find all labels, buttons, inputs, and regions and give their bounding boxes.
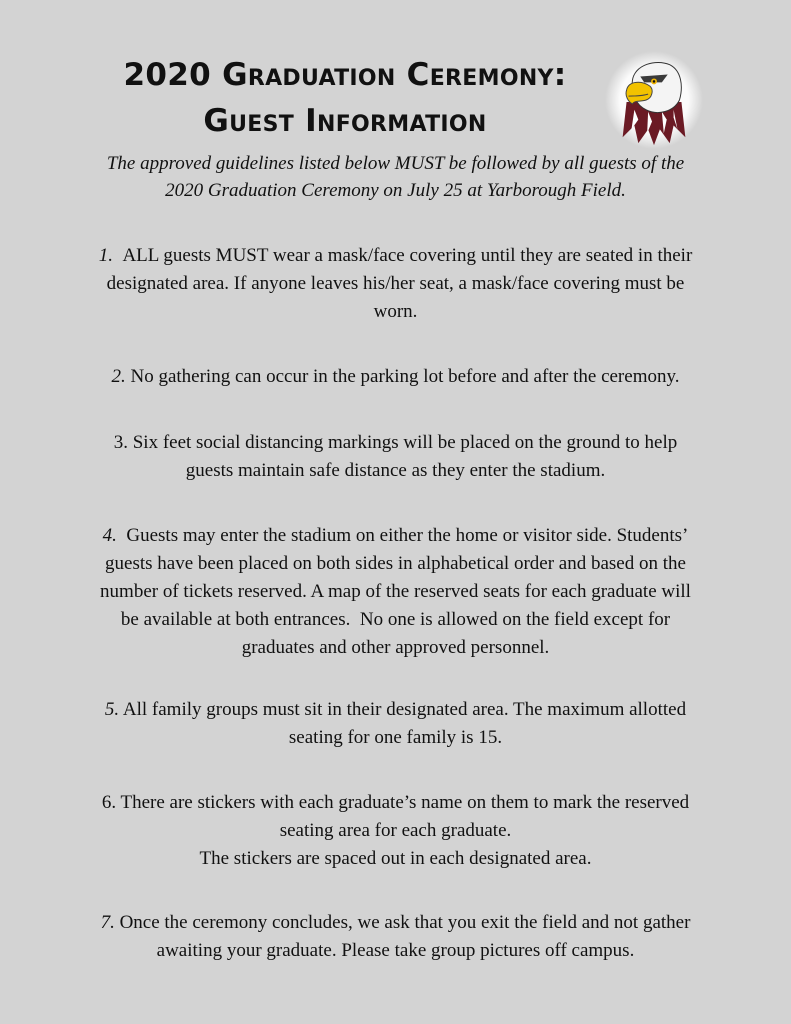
- guideline-7: [60, 909, 731, 965]
- guideline-1: [60, 242, 731, 326]
- guideline-4-number: 4.: [102, 525, 117, 546]
- guideline-1-line-2: designated area. If anyone leaves his/her seat, a mask/face covering must be: [106, 273, 685, 294]
- guideline-6-line-1: There are stickers with each graduate’s name on them to mark the reserved: [120, 792, 690, 813]
- guideline-4-line-5: graduates and other approved personnel.: [241, 637, 550, 658]
- guideline-4-line-3: number of tickets reserved. A map of the reserved seats for each graduate will: [100, 581, 691, 602]
- guideline-6: [60, 789, 731, 873]
- guideline-4: [60, 522, 731, 662]
- guideline-2-line-1: No gathering can occur in the parking lot before and after the ceremony.: [130, 366, 680, 387]
- guideline-6-number: 6.: [101, 792, 117, 813]
- intro-line-2: 2020 Graduation Ceremony on July 25 at Yarborough Field.: [165, 180, 626, 201]
- guideline-7-line-2: awaiting your graduate. Please take group pictures off campus.: [156, 940, 635, 961]
- guideline-3-line-1: Six feet social distancing markings will be placed on the ground to help: [132, 432, 678, 453]
- guideline-5-line-1: All family groups must sit in their designated area. The maximum allotted: [122, 699, 687, 720]
- intro-line-1: The approved guidelines listed below MUST be followed by all guests of the: [106, 153, 685, 174]
- guideline-6-line-3: The stickers are spaced out in each designated area.: [199, 848, 592, 869]
- guideline-1-line-3: worn.: [373, 301, 418, 322]
- guideline-4-line-1: Guests may enter the stadium on either the home or visitor side. Students’: [126, 525, 689, 546]
- guideline-7-line-1: Once the ceremony concludes, we ask that you exit the field and not gather: [119, 912, 691, 933]
- guideline-5: [60, 696, 731, 752]
- guideline-7-number: 7.: [100, 912, 115, 933]
- title-line-2: Guest Information: [203, 103, 487, 139]
- guideline-3: [60, 429, 731, 485]
- guideline-2: [60, 363, 731, 391]
- guideline-1-line-1: ALL guests MUST wear a mask/face covering until they are seated in their: [122, 245, 693, 266]
- eagle-mascot-icon: [605, 50, 703, 150]
- guideline-3-number: 3.: [113, 432, 128, 453]
- guideline-6-line-2: seating area for each graduate.: [279, 820, 512, 841]
- guideline-3-line-2: guests maintain safe distance as they enter the stadium.: [185, 460, 606, 481]
- title-line-1: 2020 Graduation Ceremony:: [123, 57, 567, 93]
- intro-text: [40, 150, 751, 204]
- guideline-5-line-2: seating for one family is 15.: [288, 727, 503, 748]
- guideline-2-number: 2.: [111, 366, 126, 387]
- guideline-4-line-2: guests have been placed on both sides in alphabetical order and based on the: [105, 553, 686, 574]
- guideline-5-number: 5.: [104, 699, 120, 720]
- guideline-4-line-4: be available at both entrances. No one is allowed on the field except for: [120, 609, 671, 630]
- guideline-1-number: 1.: [98, 245, 113, 266]
